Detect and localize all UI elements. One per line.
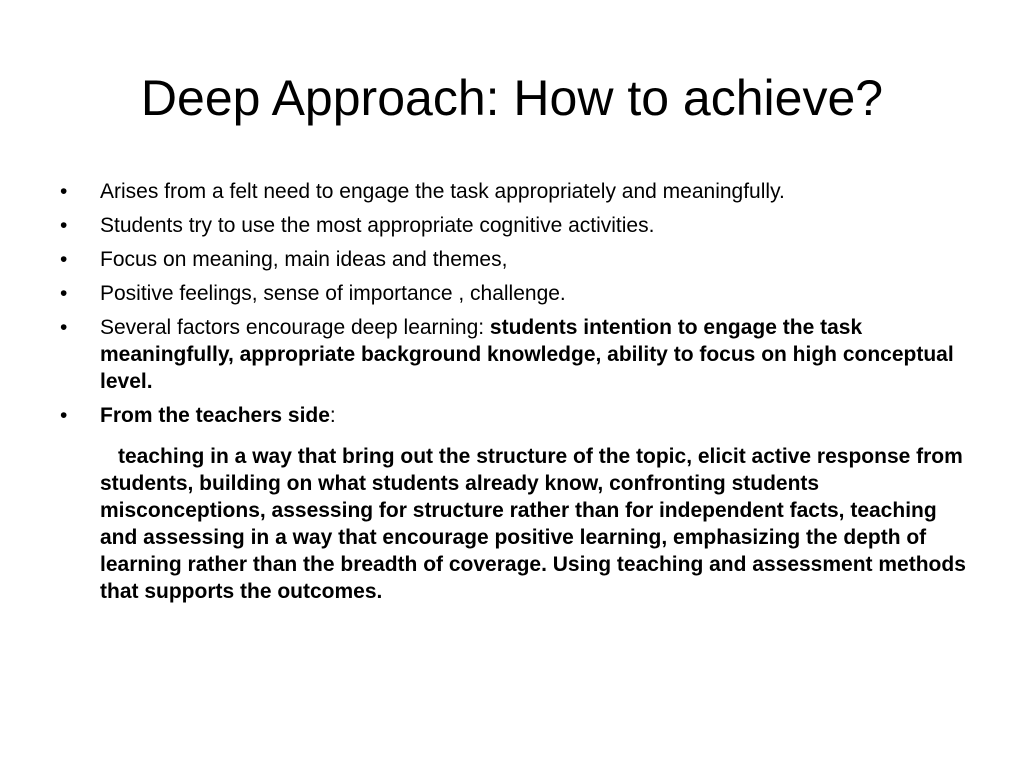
bullet-text: Arises from a felt need to engage the task appropriately and meaningfully.	[100, 180, 785, 203]
slide-title: Deep Approach: How to achieve?	[140, 70, 884, 126]
bullet-text: Positive feelings, sense of importance , challenge.	[100, 282, 566, 305]
teachers-side-heading: From the teachers side	[100, 404, 330, 427]
bullet-icon: •	[60, 282, 68, 305]
bullet-bold-text: students intention to engage the task meaningfully, appropriate background knowledge, ability to focus on high conceptual level.	[100, 316, 954, 393]
bullet-text: Students try to use the most appropriate cognitive activities.	[100, 214, 655, 237]
bullet-icon: •	[60, 180, 68, 203]
bullet-item	[56, 246, 976, 273]
bullet-icon: •	[60, 248, 68, 271]
teachers-side-paragraph: teaching in a way that bring out the structure of the topic, elicit active response from students, building on what students already know, confronting students misconceptions, assessing for structure rather than for independent facts, teaching and assessing in a way that encourage positive learning, emphasizing the depth of learning rather than the breadth of coverage. Using teaching and assessment methods that supports the outcomes.	[100, 445, 966, 603]
bullet-item	[56, 212, 976, 239]
bullet-icon: •	[60, 316, 68, 339]
teachers-side-colon: :	[329, 404, 336, 427]
bullet-icon: •	[60, 404, 68, 427]
bullet-item	[56, 314, 976, 395]
bullet-item	[56, 402, 976, 429]
bullet-list	[56, 178, 976, 436]
bullet-text: Focus on meaning, main ideas and themes,	[100, 248, 508, 271]
bullet-item	[56, 178, 976, 205]
bullet-item	[56, 280, 976, 307]
bullet-icon: •	[60, 214, 68, 237]
bullet-text: Several factors encourage deep learning:	[100, 316, 490, 339]
